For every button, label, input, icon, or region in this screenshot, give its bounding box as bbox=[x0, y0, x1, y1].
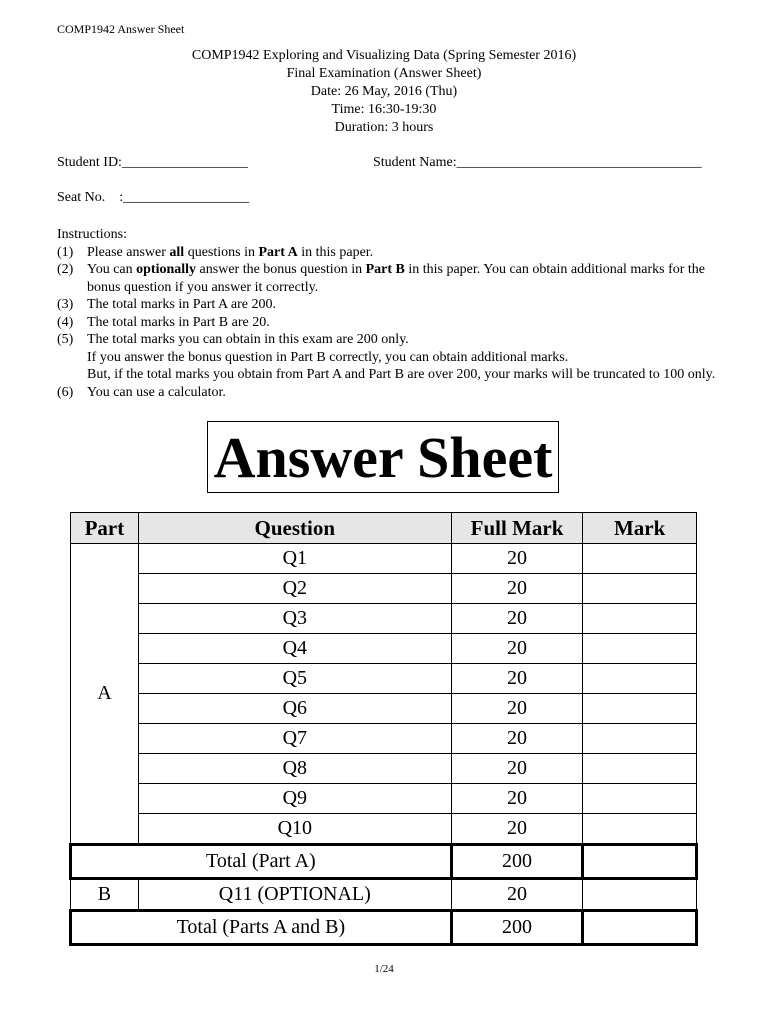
table-row bbox=[71, 694, 697, 724]
running-head: COMP1942 Answer Sheet bbox=[57, 22, 185, 36]
question-cell: Q1 bbox=[138, 544, 451, 574]
full-mark-cell: 20 bbox=[451, 694, 583, 724]
total-label-cell: Total (Parts A and B) bbox=[71, 911, 452, 945]
mark-cell[interactable] bbox=[583, 784, 697, 814]
mark-cell[interactable] bbox=[583, 845, 697, 879]
exam-header bbox=[0, 47, 768, 137]
question-cell: Q2 bbox=[138, 574, 451, 604]
instruction-item bbox=[57, 244, 717, 262]
table-row bbox=[71, 574, 697, 604]
seat-no-field[interactable]: Seat No. :__________________ bbox=[57, 190, 250, 205]
instruction-line: But, if the total marks you obtain from Part A and Part B are over 200, your marks will be truncated to 100 only. bbox=[87, 367, 716, 382]
instruction-fragment: in this paper. bbox=[297, 244, 374, 260]
instruction-number: (1) bbox=[57, 244, 74, 260]
student-id-field[interactable]: Student ID:__________________ bbox=[57, 155, 248, 170]
full-mark-cell: 200 bbox=[451, 911, 583, 945]
instruction-number: (2) bbox=[57, 262, 74, 277]
instruction-text bbox=[87, 384, 717, 402]
header-full-mark: Full Mark bbox=[451, 513, 583, 544]
full-mark-cell: 200 bbox=[451, 845, 583, 879]
header-mark: Mark bbox=[583, 513, 697, 544]
instruction-fragment: Please answer bbox=[87, 244, 170, 260]
exam-time: Time: 16:30-19:30 bbox=[331, 102, 437, 117]
instruction-line: The total marks in Part B are 20. bbox=[87, 314, 270, 330]
full-mark-cell: 20 bbox=[451, 604, 583, 634]
instruction-text bbox=[87, 314, 717, 332]
instruction-fragment: You can bbox=[87, 262, 137, 277]
instruction-line: You can use a calculator. bbox=[87, 384, 226, 400]
instruction-item bbox=[57, 384, 717, 402]
instruction-text bbox=[87, 261, 717, 296]
exam-duration: Duration: 3 hours bbox=[334, 120, 434, 135]
instructions bbox=[57, 226, 717, 401]
instruction-text bbox=[87, 331, 717, 384]
question-cell: Q7 bbox=[138, 724, 451, 754]
table-row bbox=[71, 784, 697, 814]
table-row bbox=[71, 664, 697, 694]
page-number: 1/24 bbox=[374, 963, 394, 975]
question-cell: Q5 bbox=[138, 664, 451, 694]
part-cell: B bbox=[71, 879, 139, 911]
mark-cell[interactable] bbox=[583, 574, 697, 604]
instruction-item bbox=[57, 314, 717, 332]
question-cell: Q11 (OPTIONAL) bbox=[138, 879, 451, 911]
exam-title: Final Examination (Answer Sheet) bbox=[286, 66, 482, 81]
question-cell: Q8 bbox=[138, 754, 451, 784]
full-mark-cell: 20 bbox=[451, 784, 583, 814]
question-cell: Q6 bbox=[138, 694, 451, 724]
mark-cell[interactable] bbox=[583, 694, 697, 724]
instruction-emphasis: optionally bbox=[136, 262, 197, 277]
part-cell: A bbox=[71, 544, 139, 845]
instruction-emphasis: all bbox=[169, 244, 185, 260]
student-name-field[interactable]: Student Name:___________________________________ bbox=[373, 155, 702, 170]
question-cell: Q4 bbox=[138, 634, 451, 664]
table-row bbox=[71, 604, 697, 634]
table-header-row bbox=[71, 513, 697, 544]
table-row bbox=[71, 634, 697, 664]
instruction-number: (3) bbox=[57, 297, 74, 312]
full-mark-cell: 20 bbox=[451, 754, 583, 784]
instruction-number: (5) bbox=[57, 332, 74, 347]
mark-cell[interactable] bbox=[583, 604, 697, 634]
header-question: Question bbox=[138, 513, 451, 544]
header-part: Part bbox=[71, 513, 139, 544]
mark-cell[interactable] bbox=[583, 814, 697, 845]
table-row bbox=[71, 544, 697, 574]
marks-table-body bbox=[71, 544, 697, 945]
instruction-number: (4) bbox=[57, 314, 74, 330]
total-parts-ab-row bbox=[71, 911, 697, 945]
full-mark-cell: 20 bbox=[451, 544, 583, 574]
mark-cell[interactable] bbox=[583, 664, 697, 694]
table-row bbox=[71, 754, 697, 784]
mark-cell[interactable] bbox=[583, 911, 697, 945]
mark-cell[interactable] bbox=[583, 634, 697, 664]
answer-sheet-title: Answer Sheet bbox=[207, 421, 559, 493]
mark-cell[interactable] bbox=[583, 724, 697, 754]
instruction-fragment: in this paper. You can obtain additional marks for the bonus question if you answer it correctly. bbox=[87, 262, 706, 295]
instruction-line: The total marks you can obtain in this exam are 200 only. bbox=[87, 332, 409, 347]
instruction-text bbox=[87, 296, 717, 314]
instruction-number: (6) bbox=[57, 384, 74, 400]
question-cell: Q3 bbox=[138, 604, 451, 634]
total-label-cell: Total (Part A) bbox=[71, 845, 452, 879]
instruction-fragment: questions in bbox=[184, 244, 259, 260]
instructions-heading: Instructions: bbox=[57, 227, 127, 242]
question-cell: Q9 bbox=[138, 784, 451, 814]
instruction-item bbox=[57, 261, 717, 296]
full-mark-cell: 20 bbox=[451, 879, 583, 911]
mark-cell[interactable] bbox=[583, 544, 697, 574]
instruction-item bbox=[57, 331, 717, 384]
question-cell: Q10 bbox=[138, 814, 451, 845]
course-title: COMP1942 Exploring and Visualizing Data (Spring Semester 2016) bbox=[191, 48, 577, 63]
instruction-fragment: answer the bonus question in bbox=[196, 262, 366, 277]
instruction-emphasis: Part A bbox=[258, 244, 298, 260]
instructions-list bbox=[57, 244, 717, 402]
mark-cell[interactable] bbox=[583, 879, 697, 911]
mark-cell[interactable] bbox=[583, 754, 697, 784]
full-mark-cell: 20 bbox=[451, 814, 583, 845]
full-mark-cell: 20 bbox=[451, 574, 583, 604]
total-part-a-row bbox=[71, 845, 697, 879]
full-mark-cell: 20 bbox=[451, 634, 583, 664]
instruction-text bbox=[87, 244, 717, 262]
exam-date: Date: 26 May, 2016 (Thu) bbox=[310, 84, 458, 99]
table-row bbox=[71, 814, 697, 845]
full-mark-cell: 20 bbox=[451, 664, 583, 694]
instruction-line: The total marks in Part A are 200. bbox=[87, 297, 276, 312]
full-mark-cell: 20 bbox=[451, 724, 583, 754]
instruction-emphasis: Part B bbox=[365, 262, 405, 277]
marks-table bbox=[69, 512, 698, 946]
table-row bbox=[71, 879, 697, 911]
table-row bbox=[71, 724, 697, 754]
instruction-line: If you answer the bonus question in Part B correctly, you can obtain additional marks. bbox=[87, 349, 569, 365]
instruction-item bbox=[57, 296, 717, 314]
